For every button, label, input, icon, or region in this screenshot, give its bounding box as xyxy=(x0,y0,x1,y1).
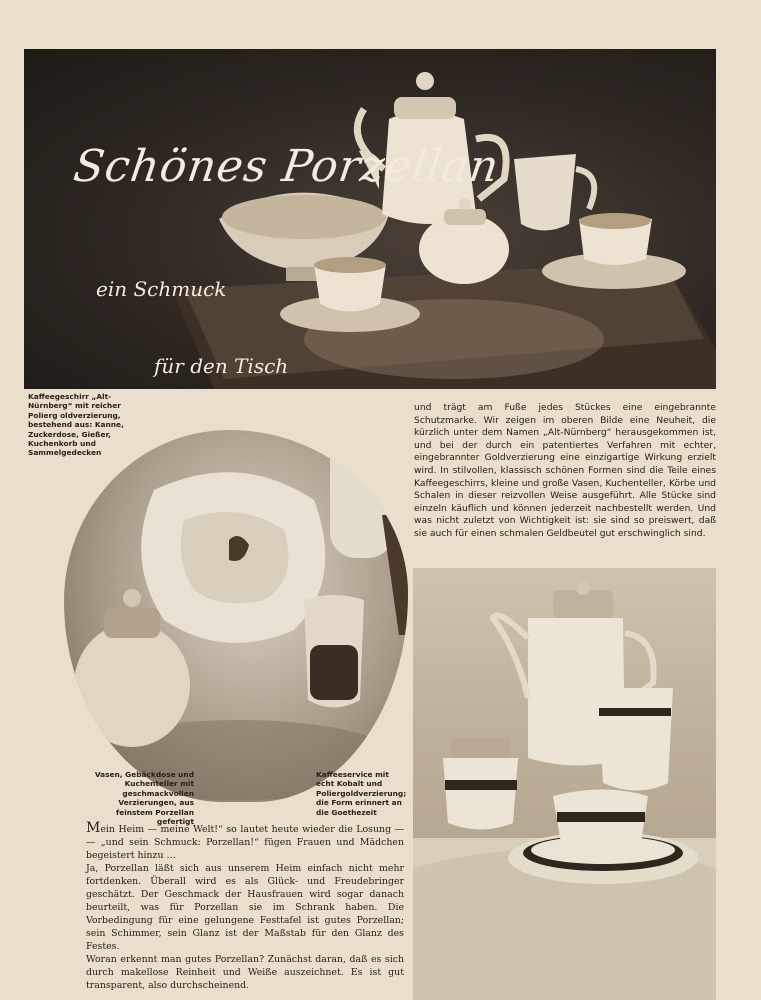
paragraph-3: Woran erkennt man gutes Porzellan? Zunächst daran, daß es sich durch makellose Reinheit und Weiße auszeichnet. Es ist gut transparent, also durchscheinend. xyxy=(86,954,404,991)
coffee-service-caption: Kaffeeservice mit echt Kobalt und Poliergoldverzierung; die Form erinnert an die Goethezeit xyxy=(316,770,407,817)
paragraph-2: Ja, Porzellan läßt sich aus unserem Heim einfach nicht mehr fortdenken. Überall wird es als Glück- und Freudebringer geschätzt. Der Geschmack der Hausfrauen wird sogar danach beurteilt, was für Porzellan sie im Schrank haben. Die Vorbedingung für eine gelungene Festtafel ist gutes Porzellan; sein Schimmer, sein Glanz ist der Maßstab für den Glanz des Festes. xyxy=(86,863,404,952)
vases-photo xyxy=(64,430,408,802)
coffee-service-photo xyxy=(413,568,716,1000)
subtitle-line2: für den Tisch xyxy=(154,354,289,378)
subtitle-line1: ein Schmuck xyxy=(96,277,227,301)
left-column-text xyxy=(86,822,404,992)
page-title: Schönes Porzellan xyxy=(70,141,503,192)
vases-caption: Vasen, Gebäckdose und Kuchenteller mit geschmackvollen Verzierungen, aus feinstem Porzellan gefertigt xyxy=(94,770,194,827)
intro-paragraph-rest: ein Heim — meine Welt!“ so lautet heute wieder die Losung — — „und sein Schmuck: Porzellan!“ fügen Frauen und Mädchen begeistert hinzu … xyxy=(86,824,404,861)
right-column-text: und trägt am Fuße jedes Stückes eine eingebrannte Schutzmarke. Wir zeigen im oberen Bilde eine Neuheit, die kürzlich unter dem Namen „Alt-Nürnberg“ herausgekommen ist, und bei der durch ein patentiertes Verfahren mit echter, eingebrannter Goldverzierung eine einzigartige Wirkung erzielt wird. In stilvollen, klassisch schönen Formen sind die Teile eines Kaffeegeschirrs, kleine und große Vasen, Kuchenteller, Körbe und Schalen in dieser reizvollen Weise ausgeführt. Alle Stücke sind einzeln käuflich und können jederzeit nachbestellt werden. Und was nicht zuletzt von Wichtigkeit ist: sie sind so preiswert, daß sie auch für einen schmalen Geldbeutel gut erschwinglich sind. xyxy=(414,402,716,539)
top-photo xyxy=(24,49,716,389)
top-photo-caption: Kaffeegeschirr „Alt-Nürnberg“ mit reicher Polierg oldverzierung, bestehend aus: Kanne, Zuckerdose, Gießer, Kuchenkorb und Sammelgedecken xyxy=(28,392,124,458)
coffee-service-illustration xyxy=(413,568,716,1000)
intro-paragraph xyxy=(86,822,404,862)
porcelain-set-illustration xyxy=(24,49,716,389)
drop-cap: M xyxy=(86,820,101,836)
vases-illustration xyxy=(64,430,408,802)
